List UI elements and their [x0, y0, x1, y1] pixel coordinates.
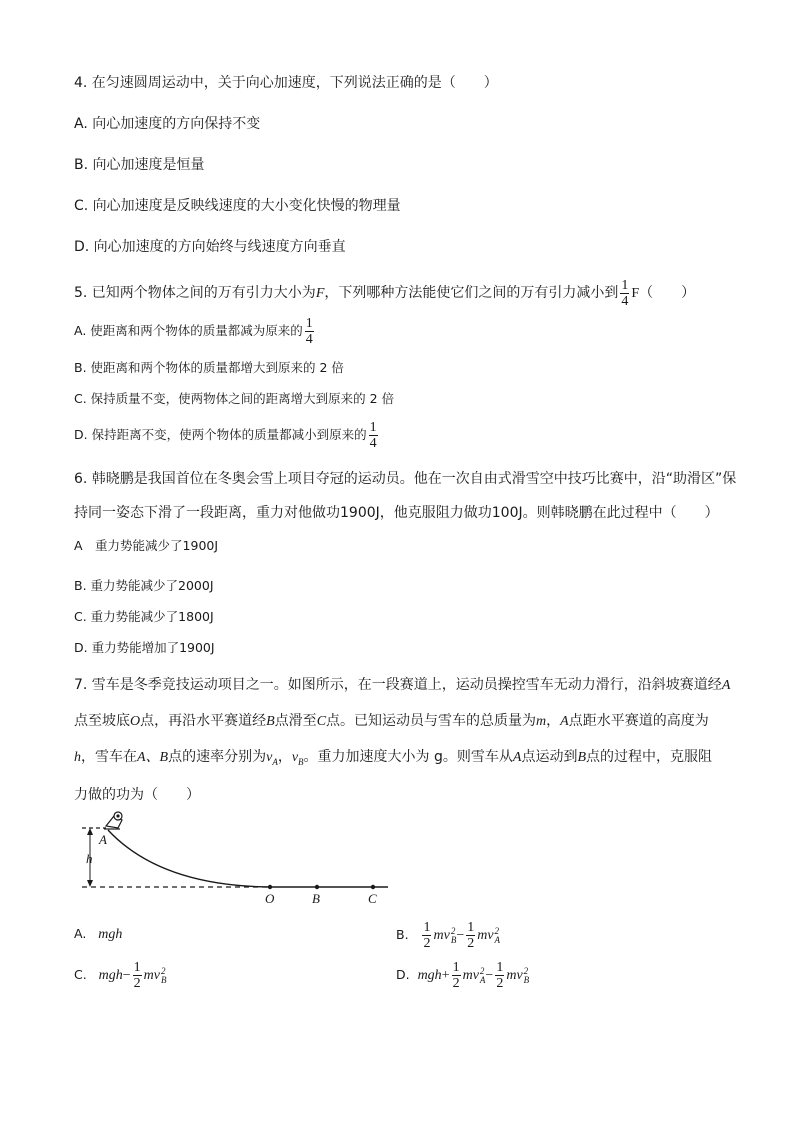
q5-option-d-den: 4: [369, 436, 377, 451]
bobsled-icon: [104, 812, 122, 829]
q6-option-a: A 重力势能减少了1900J: [74, 538, 219, 553]
q7-line2-b: 点，再沿水平赛道经: [140, 713, 267, 729]
q7-d-half2-num: 1: [496, 960, 504, 975]
q7-b-subB: B: [450, 934, 457, 945]
q7-d-supsub2: [524, 967, 530, 985]
q7-point-a3: A: [512, 750, 522, 765]
label-a: A: [99, 832, 107, 847]
q7-d-half2: [495, 960, 504, 991]
q7-b-minus: −: [456, 928, 465, 943]
point-b: [315, 885, 319, 889]
q6-option-b: B. 重力势能减少了2000J: [74, 578, 214, 593]
q4-option-d: D. 向心加速度的方向始终与线速度方向垂直: [74, 239, 346, 255]
q7-option-d: [396, 958, 529, 993]
q7-line1-text: 7. 雪车是冬季竞技运动项目之一。如图所示，在一段赛道上，运动员操控雪车无动力滑行，沿斜坡赛道经: [74, 677, 722, 693]
q7-c-mv: mv: [143, 968, 160, 983]
q7-line2-e: ，: [546, 713, 561, 729]
q7-height: h: [74, 750, 81, 765]
q7-b-half2-den: 2: [467, 936, 475, 951]
q5-stem-part2: ，下列哪种方法能使它们之间的万有引力减小到: [324, 285, 619, 301]
q7-mass: m: [536, 714, 547, 729]
q7-option-d-label: D.: [396, 967, 410, 982]
q7-b-supsub2: [495, 927, 501, 945]
q7-d-subB: B: [523, 974, 530, 985]
q5-stem-part1: 5. 已知两个物体之间的万有引力大小为: [74, 285, 316, 301]
q7-c-supsub: [161, 967, 167, 985]
q7-point-b3: B: [577, 750, 587, 765]
q4-option-c: C. 向心加速度是反映线速度的大小变化快慢的物理量: [74, 198, 401, 214]
q7-d-plus: +: [441, 968, 450, 983]
q7-stem-line4: 力做的功为（ ）: [74, 787, 200, 803]
q7-vb-sub: B: [298, 756, 304, 767]
q7-option-a-expr: mgh: [98, 927, 123, 942]
q6-stem-line1: 6. 韩晓鹏是我国首位在冬奥会雪上项目夺冠的运动员。他在一次自由式滑雪空中技巧比赛中，沿“助滑区”保: [74, 471, 737, 487]
q7-option-b: [396, 918, 500, 953]
label-b: B: [312, 891, 320, 906]
q4-option-a: A. 向心加速度的方向保持不变: [74, 116, 261, 132]
q7-point-c: C: [316, 714, 327, 729]
q7-c-half: [133, 960, 142, 991]
q7-b-half2-num: 1: [467, 920, 475, 935]
q7-figure: [70, 808, 400, 908]
q5-option-a-fraction: [305, 316, 314, 347]
q7-line2-a: 点至坡底: [74, 713, 130, 729]
q7-line3-a: ，雪车在: [81, 749, 137, 765]
q7-vb-v: v: [291, 750, 299, 765]
q7-c-mgh: mgh: [98, 968, 123, 983]
q7-c-half-num: 1: [133, 960, 141, 975]
q7-b-half1-den: 2: [423, 936, 431, 951]
q7-b-sq1: 2: [450, 925, 456, 936]
q5-fraction: [620, 278, 629, 309]
q5-stem-var: F: [315, 286, 325, 301]
point-o: [268, 885, 272, 889]
q7-line2-d: 点。已知运动员与雪车的总质量为: [326, 713, 537, 729]
q7-point-a: A: [721, 678, 731, 693]
height-arrow-head-bottom: [87, 880, 93, 887]
q7-b-half1-num: 1: [423, 920, 431, 935]
q7-b-half1: [422, 920, 431, 951]
q7-d-minus: −: [485, 968, 494, 983]
q7-d-subA: A: [479, 974, 486, 985]
q6-option-c: C. 重力势能减少了1800J: [74, 609, 214, 624]
q5-stem: [74, 276, 695, 311]
q7-option-c: [74, 958, 166, 993]
q5-option-a-text: A. 使距离和两个物体的质量都减为原来的: [74, 323, 303, 338]
q7-b-mv2: mv: [477, 928, 494, 943]
q7-c-minus: −: [122, 968, 131, 983]
q7-option-a-label: A.: [74, 926, 87, 941]
q5-option-c: C. 保持质量不变，使两物体之间的距离增大到原来的 2 倍: [74, 391, 395, 406]
q7-point-o: O: [130, 714, 141, 729]
q7-point-b: B: [266, 714, 275, 729]
q5-option-a-num: 1: [305, 316, 313, 331]
q7-d-mv2: mv: [506, 968, 523, 983]
q5-option-d-text: D. 保持距离不变，使两个物体的质量都减小到原来的: [74, 427, 367, 442]
q5-option-d-num: 1: [369, 420, 377, 435]
q5-option-d-fraction: [369, 420, 378, 451]
q7-d-half1: [452, 960, 461, 991]
q7-c-subB: B: [160, 974, 167, 985]
q5-frac-num: 1: [621, 277, 629, 293]
q7-b-mv1: mv: [433, 928, 450, 943]
q5-option-b: B. 使距离和两个物体的质量都增大到原来的 2 倍: [74, 360, 344, 375]
q7-point-a2: A: [560, 714, 569, 729]
q7-d-sq1: 2: [479, 965, 485, 976]
q7-line3-c: 点的速率分别为: [168, 749, 267, 765]
q7-b-sq2: 2: [494, 925, 500, 936]
q7-d-half1-den: 2: [452, 976, 460, 991]
q7-option-a: [74, 924, 122, 945]
label-h: h: [86, 851, 93, 866]
q7-points-ab: A、B: [137, 750, 169, 765]
q7-d-mgh: mgh: [417, 968, 442, 983]
q7-line2-c: 点滑至: [274, 713, 317, 729]
label-c: C: [368, 891, 377, 906]
q7-line3-g: 点的过程中，克服阻: [586, 749, 713, 765]
q7-stem-line2: [74, 711, 709, 732]
q7-b-subA: A: [494, 934, 501, 945]
q7-line3-d: ，: [277, 749, 292, 765]
q7-d-half1-num: 1: [452, 960, 460, 975]
q7-stem-line1: [74, 675, 730, 696]
q5-option-d: [74, 418, 380, 452]
q5-stem-part3: F（ ）: [631, 286, 696, 301]
q7-option-c-label: C.: [74, 967, 87, 982]
q4-stem: 4. 在匀速圆周运动中，关于向心加速度，下列说法正确的是（ ）: [74, 75, 498, 91]
q7-line3-f: 点运动到: [521, 749, 578, 765]
q7-line3-e: 。重力加速度大小为 g。则雪车从: [303, 749, 513, 765]
q4-option-b: B. 向心加速度是恒量: [74, 157, 205, 173]
q7-d-sq2: 2: [523, 965, 529, 976]
point-c: [371, 885, 375, 889]
q5-option-a: [74, 314, 316, 348]
q5-option-a-den: 4: [305, 332, 313, 347]
q7-d-mv1: mv: [462, 968, 479, 983]
slope-curve: [108, 830, 270, 887]
q7-c-half-den: 2: [133, 976, 141, 991]
q7-c-sq: 2: [160, 965, 166, 976]
q7-line2-f: 点距水平赛道的高度为: [568, 713, 709, 729]
height-arrow-head-top: [87, 828, 93, 835]
q7-b-half2: [466, 920, 475, 951]
q6-option-d: D. 重力势能增加了1900J: [74, 640, 215, 655]
label-o: O: [265, 891, 275, 906]
q6-stem-line2: 持同一姿态下滑了一段距离，重力对他做功1900J，他克服阻力做功100J。则韩晓鹏在此过程中（ ）: [74, 505, 719, 521]
q7-option-b-label: B.: [396, 927, 409, 942]
q7-va-sub: A: [272, 756, 278, 767]
q7-va-v: v: [266, 750, 273, 765]
q7-d-half2-den: 2: [496, 976, 504, 991]
q7-stem-line3: [74, 747, 712, 772]
q5-frac-den: 4: [621, 293, 629, 309]
